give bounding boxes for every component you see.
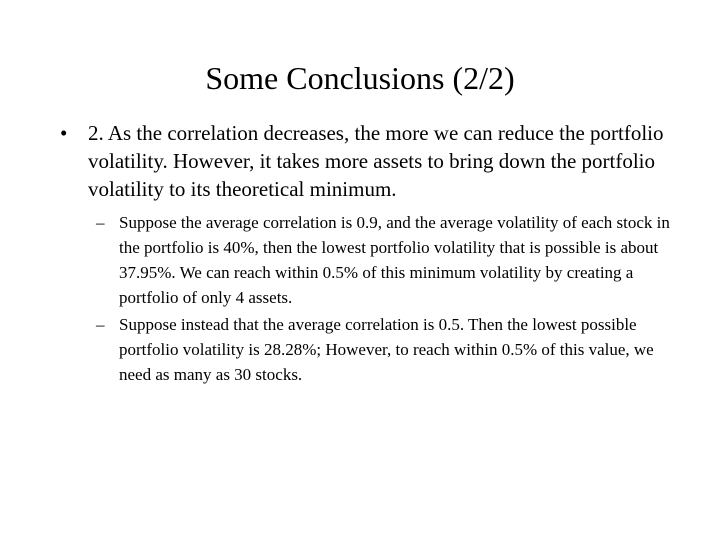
sub-bullet-2 (96, 312, 676, 387)
sub-bullet-list (96, 210, 676, 389)
slide-title: Some Conclusions (2/2) (205, 60, 515, 96)
main-bullet-text: 2. As the correlation decreases, the more we can reduce the portfolio volatility. However, it takes more assets to bring down the portfolio volatility to its theoretical minimum. (88, 121, 664, 201)
bullet-marker: • (60, 121, 68, 145)
sub-bullet-text: Suppose the average correlation is 0.9, and the average volatility of each stock in the portfolio is 40%, then the lowest portfolio volatility that is possible is about 37.95%. We can reach within 0.5% of this minimum volatility by creating a portfolio of only 4 assets. (119, 213, 670, 307)
sub-bullet-text: Suppose instead that the average correlation is 0.5. Then the lowest possible portfolio volatility is 28.28%; However, to reach within 0.5% of this value, we need as many as 30 stocks. (119, 315, 654, 384)
main-bullet (60, 119, 680, 203)
sub-bullet-1 (96, 210, 676, 310)
dash-marker: – (96, 315, 105, 334)
dash-marker: – (96, 213, 105, 232)
